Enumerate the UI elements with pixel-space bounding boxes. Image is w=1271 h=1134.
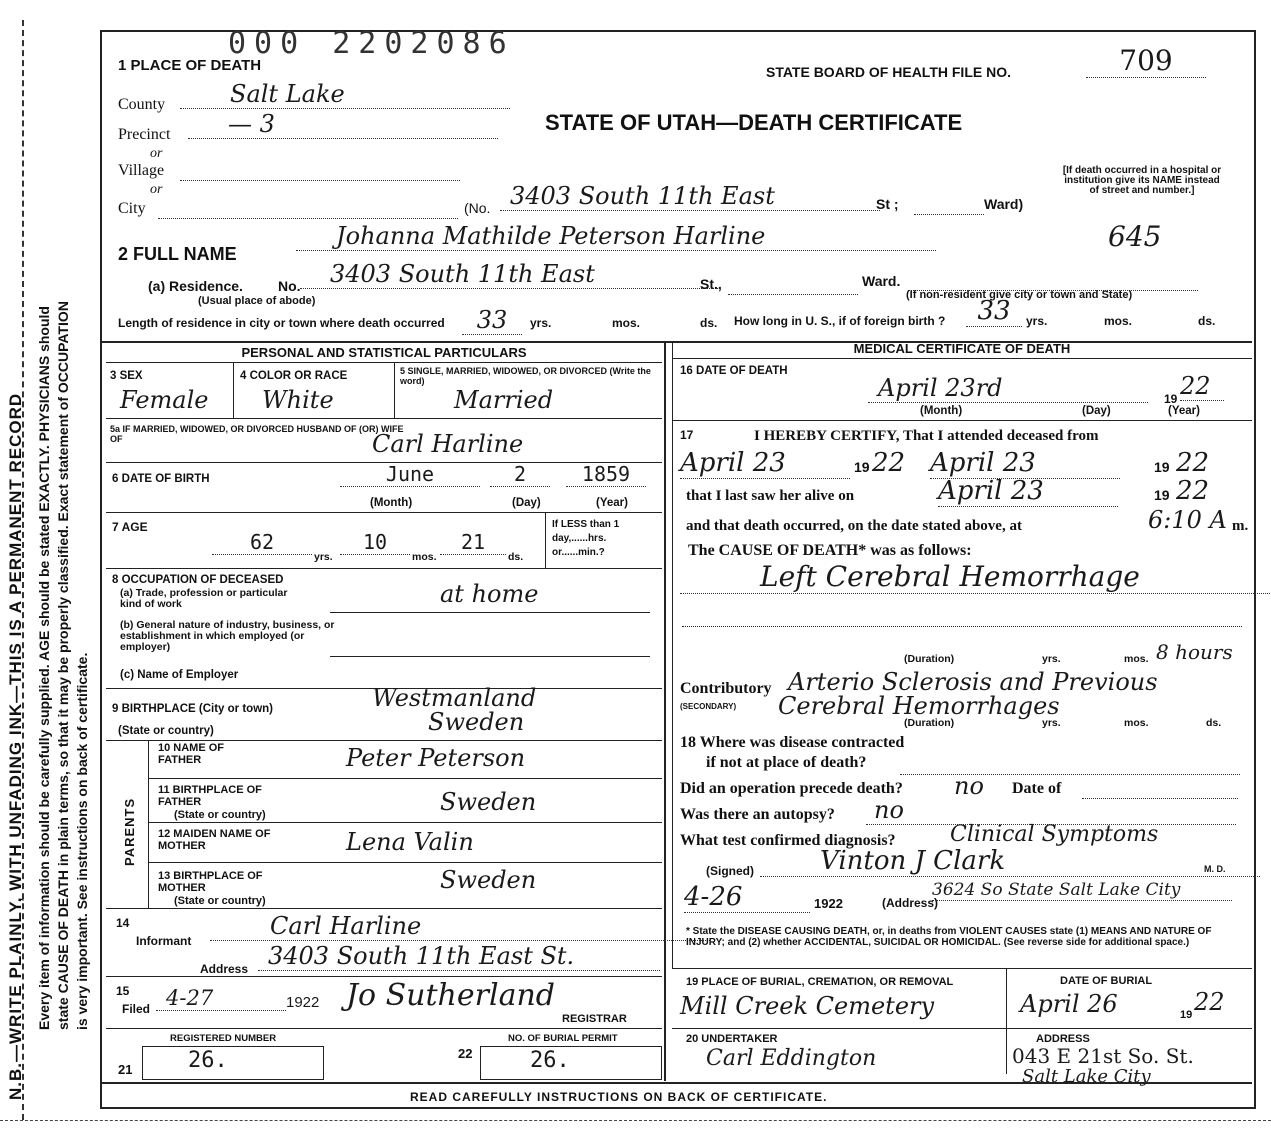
date-of-death-label: 16 DATE OF DEATH	[680, 365, 788, 377]
undertaker-address-label: ADDRESS	[1036, 1033, 1090, 1045]
duration-yrs: yrs.	[1042, 653, 1061, 665]
attended-to-19: 19	[1154, 459, 1170, 475]
sign-year: 1922	[814, 896, 843, 911]
marital-value: Married	[454, 386, 554, 414]
birthplace-state-label: (State or country)	[118, 725, 214, 737]
date-of-death-value: April 23rd	[868, 374, 1148, 403]
column-divider-right	[672, 341, 673, 969]
left-row-line-9	[106, 1028, 662, 1029]
secondary-label: (SECONDARY)	[680, 702, 737, 711]
informant-number: 14	[116, 916, 130, 930]
occupation-b-label: (b) General nature of industry, business, or establishment in which employed (or employer)	[120, 619, 335, 653]
place-of-death-label: 1 PLACE OF DEATH	[118, 57, 262, 74]
burial-year-prefix: 19	[1180, 1009, 1193, 1021]
last-saw-text: that I last saw her alive on	[686, 488, 855, 504]
sex-divider	[233, 362, 234, 418]
test-label: What test confirmed diagnosis?	[680, 832, 896, 849]
death-occurred-text: and that death occurred, on the date stated above, at	[686, 518, 1022, 534]
informant-address-label: Address	[200, 962, 249, 976]
left-row-line-7	[106, 908, 662, 909]
mother-name-label: 12 MAIDEN NAME OF MOTHER	[158, 828, 271, 852]
occupation-b-line	[330, 656, 650, 657]
color-value: White	[262, 386, 334, 414]
where-contracted-line	[900, 760, 1240, 775]
medical-header: MEDICAL CERTIFICATE OF DEATH	[853, 341, 1071, 356]
operation-value: no	[954, 772, 984, 800]
burial-year: 22	[1194, 988, 1225, 1016]
age-less-divider	[545, 512, 546, 568]
birthplace-city: Westmanland	[372, 684, 537, 712]
occupation-value: at home	[440, 580, 539, 608]
years-in-us-ds: ds.	[1198, 314, 1216, 328]
filed-number: 15	[116, 984, 130, 998]
father-name-value: Peter Peterson	[346, 744, 526, 772]
death-ward-label: Ward)	[984, 196, 1024, 212]
informant-address-value: 3403 South 11th East St.	[258, 942, 660, 971]
age-less-than-label: If LESS than 1 day,......hrs. or......min.?	[552, 519, 620, 558]
undertaker-address: 043 E 21st So. St.	[1012, 1044, 1194, 1068]
burial-place-label: 19 PLACE OF BURIAL, CREMATION, OR REMOVAL	[686, 976, 954, 988]
dob-month: June	[340, 462, 480, 487]
where-contracted-label: 18 Where was disease contracted	[680, 734, 905, 751]
filed-label: Filed	[122, 1002, 151, 1016]
left-row-line-4	[106, 568, 662, 569]
residence-value: 3403 South 11th East	[300, 260, 720, 289]
time-m-label: m.	[1232, 518, 1249, 534]
autopsy-value: no	[874, 796, 904, 824]
undertaker-value: Carl Eddington	[706, 1046, 877, 1071]
full-name-label: 2 FULL NAME	[118, 244, 237, 264]
footer-instructions: READ CAREFULLY INSTRUCTIONS ON BACK OF CERTIFICATE.	[410, 1090, 828, 1104]
attended-from: April 23	[680, 448, 850, 479]
precinct-value: — 3	[188, 110, 498, 139]
registered-number-value: 26.	[188, 1048, 228, 1073]
side-instructions-3: is very important. See instructions on back of certificate.	[74, 652, 90, 1030]
left-row-line-6	[106, 740, 662, 741]
time-in-us-label: How long in U. S., if of foreign birth ?	[734, 314, 946, 328]
dob-year-label: (Year)	[596, 497, 628, 509]
color-label: 4 COLOR OR RACE	[240, 370, 348, 382]
employer-label: (c) Name of Employer	[120, 669, 239, 681]
certify-text: I HEREBY CERTIFY, That I attended deceased from	[754, 428, 1099, 444]
last-saw-19: 19	[1154, 487, 1170, 503]
personal-header: PERSONAL AND STATISTICAL PARTICULARS	[241, 345, 527, 360]
last-saw-22: 22	[1176, 476, 1210, 506]
burial-place-value: Mill Creek Cemetery	[680, 992, 935, 1020]
years-in-city-ds: ds.	[700, 316, 718, 330]
burial-divider	[1006, 968, 1007, 1074]
dob-day-label: (Day)	[512, 497, 541, 509]
residence-ward-label: Ward.	[862, 273, 901, 289]
registrar-signature: Jo Sutherland	[346, 978, 555, 1013]
years-in-city-yrs: yrs.	[530, 316, 552, 330]
mother-birthplace-label: 13 BIRTHPLACE OF MOTHER	[158, 870, 263, 894]
residence-st-label: St.,	[700, 276, 722, 292]
bottom-dash-line	[0, 1120, 1271, 1121]
city-label: City	[118, 200, 146, 217]
margin-number: 645	[1108, 220, 1162, 253]
registered-number-field: 21	[118, 1062, 133, 1077]
dod-year-value: 22	[1180, 372, 1224, 401]
contributory-label: Contributory	[680, 680, 772, 697]
contributory-value-2: Cerebral Hemorrhages	[778, 692, 1060, 720]
father-name-label: 10 NAME OF FATHER	[158, 742, 225, 766]
contrib-yrs: yrs.	[1042, 717, 1061, 729]
right-row-line-0	[672, 358, 1252, 359]
certificate-number: 000 2202086	[228, 26, 515, 61]
age-years: 62	[212, 530, 312, 555]
autopsy-label: Was there an autopsy?	[680, 806, 835, 823]
occupation-a-label: (a) Trade, profession or particular kind of work	[120, 587, 288, 610]
filed-year: 1922	[286, 994, 320, 1011]
years-in-us-yrs: yrs.	[1026, 314, 1048, 328]
dod-year-prefix: 19	[1164, 392, 1178, 406]
cause-value: Left Cerebral Hemorrhage	[680, 560, 1271, 594]
right-row-line-3	[672, 1028, 1252, 1029]
dod-day-label: (Day)	[1082, 405, 1111, 417]
age-ds-label: ds.	[508, 551, 524, 563]
attended-from-19: 19	[854, 459, 870, 475]
burial-permit-label: NO. OF BURIAL PERMIT	[508, 1033, 618, 1044]
death-st-label: St ;	[876, 196, 899, 212]
death-street-value: 3403 South 11th East	[500, 182, 880, 211]
length-residence-label: Length of residence in city or town where death occurred	[118, 316, 445, 330]
father-birthplace-value: Sweden	[440, 788, 537, 816]
time-of-death: 6:10 A	[1148, 506, 1227, 534]
filed-date: 4-27	[156, 986, 286, 1011]
years-in-city-value: 33	[462, 306, 522, 335]
age-yrs-label: yrs.	[314, 551, 333, 563]
sign-date: 4-26	[684, 882, 810, 913]
cause-line-2	[682, 626, 1242, 627]
county-value: Salt Lake	[180, 80, 510, 109]
registrar-label: REGISTRAR	[562, 1013, 627, 1025]
residence-st-line	[728, 280, 858, 295]
attended-to-22: 22	[1176, 448, 1210, 478]
physician-address: 3624 So State Salt Lake City	[932, 880, 1232, 901]
certificate-title: STATE OF UTAH—DEATH CERTIFICATE	[545, 110, 963, 135]
color-divider	[394, 362, 395, 418]
burial-permit-value: 26.	[530, 1048, 570, 1073]
dod-month-label: (Month)	[920, 405, 963, 417]
sex-value: Female	[120, 386, 209, 414]
dob-label: 6 DATE OF BIRTH	[112, 473, 210, 485]
signed-label: (Signed)	[706, 864, 754, 878]
test-value: Clinical Symptoms	[950, 822, 1159, 847]
dod-year-label: (Year)	[1168, 405, 1200, 417]
parents-label: PARENTS	[122, 797, 137, 866]
father-line	[148, 778, 662, 779]
city-value	[158, 204, 458, 219]
spouse-value: Carl Harline	[372, 430, 524, 458]
undertaker-city: Salt Lake City	[1022, 1066, 1151, 1087]
file-number-label: STATE BOARD OF HEALTH FILE NO.	[766, 64, 1011, 80]
contributory-value-1: Arterio Sclerosis and Previous	[788, 668, 1158, 696]
birthplace-label: 9 BIRTHPLACE (City or town)	[112, 703, 273, 715]
sex-label: 3 SEX	[110, 370, 143, 382]
column-divider	[664, 341, 666, 1081]
birthplace-country: Sweden	[428, 708, 525, 736]
mother-birthplace-sub: (State or country)	[174, 895, 266, 907]
duration-value: 8 hours	[1156, 640, 1233, 664]
abode-label: (Usual place of abode)	[198, 295, 316, 307]
village-label: Village	[118, 162, 165, 179]
right-row-line-2	[672, 968, 1252, 969]
burial-permit-field: 22	[458, 1046, 473, 1061]
occupation-label: 8 OCCUPATION OF DECEASED	[112, 574, 284, 586]
mother-name-value: Lena Valin	[346, 828, 474, 856]
dob-day: 2	[490, 462, 550, 487]
age-label: 7 AGE	[112, 520, 148, 534]
years-in-city-mos: mos.	[612, 316, 641, 330]
contrib-ds: ds.	[1206, 717, 1222, 729]
operation-date-line	[1082, 786, 1238, 799]
contrib-duration-label: (Duration)	[904, 717, 955, 729]
parents-divider	[148, 740, 149, 908]
father-bp-line	[148, 822, 662, 823]
years-in-us-value: 33	[966, 296, 1022, 327]
operation-date-label: Date of	[1012, 780, 1062, 797]
informant-label: Informant	[136, 934, 192, 948]
left-row-line-0	[106, 362, 662, 363]
mother-line	[148, 862, 662, 863]
marital-label: 5 SINGLE, MARRIED, WIDOWED, OR DIVORCED (Write the word)	[400, 366, 651, 386]
informant-value: Carl Harline	[210, 912, 710, 941]
dob-year: 1859	[566, 462, 646, 487]
residence-label: (a) Residence.	[148, 278, 243, 294]
md-label: M. D.	[1204, 864, 1226, 874]
dob-month-label: (Month)	[370, 497, 413, 509]
mother-birthplace-value: Sweden	[440, 866, 537, 894]
years-in-us-mos: mos.	[1104, 314, 1133, 328]
contrib-mos: mos.	[1124, 717, 1149, 729]
residence-no-label: No.	[278, 278, 301, 294]
burial-permit-box	[480, 1046, 662, 1080]
county-label: County	[118, 96, 166, 113]
left-row-line-1	[106, 418, 662, 419]
or-text-1: or	[150, 146, 163, 161]
where-contracted-sub: if not at place of death?	[706, 754, 867, 771]
burial-date-value: April 26	[1020, 990, 1118, 1018]
occupation-a-line	[330, 612, 650, 613]
left-row-line-8	[106, 976, 662, 977]
duration-label: (Duration)	[904, 653, 955, 665]
father-birthplace-label: 11 BIRTHPLACE OF FATHER	[158, 784, 262, 808]
physician-signature: Vinton J Clark	[760, 846, 1260, 877]
physician-address-label: (Address)	[882, 896, 939, 910]
nonresident-label: (If non-resident give city or town and State)	[906, 289, 1133, 301]
spouse-label: 5a IF MARRIED, WIDOWED, OR DIVORCED HUSBAND OF (OR) WIFE OF	[110, 424, 404, 444]
registered-number-label: REGISTERED NUMBER	[170, 1033, 277, 1044]
footer-line	[100, 1082, 1252, 1084]
side-instructions-1: Every item of information should be carefully supplied. AGE should be stated EXACTLY. PHYSICIANS should	[36, 306, 52, 1030]
death-ward-line	[914, 200, 984, 215]
right-row-line-1	[672, 420, 1252, 421]
last-saw-value: April 23	[938, 476, 1118, 507]
father-birthplace-sub: (State or country)	[174, 809, 266, 821]
duration-mos: mos.	[1124, 653, 1149, 665]
full-name-value: Johanna Mathilde Peterson Harline	[296, 222, 936, 251]
burial-date-label: DATE OF BURIAL	[1060, 975, 1153, 987]
city-no-label: (No.	[464, 200, 491, 216]
village-value	[180, 166, 460, 181]
undertaker-label: 20 UNDERTAKER	[686, 1033, 778, 1045]
file-number-value: 709	[1086, 44, 1206, 78]
age-days: 21	[440, 530, 506, 555]
certify-number: 17	[680, 428, 694, 442]
age-mos-label: mos.	[412, 551, 437, 563]
precinct-label: Precinct	[118, 126, 171, 143]
hospital-note: [If death occurred in a hospital or institution give its NAME instead of street and number.]	[1062, 165, 1222, 196]
disease-footnote: * State the DISEASE CAUSING DEATH, or, in deaths from VIOLENT CAUSES state (1) MEANS AND NATURE OF INJURY; and (2) whether ACCIDENTAL, SUICIDAL OR HOMICIDAL. (See reverse side for additional space.)	[686, 926, 1212, 948]
cause-label: The CAUSE OF DEATH* was as follows:	[688, 542, 972, 559]
side-instructions-2: state CAUSE OF DEATH in plain terms, so that it may be properly classified. Exact statement of OCCUPATION	[55, 301, 71, 1030]
age-months: 10	[340, 530, 410, 555]
side-strip-warning: N.B.—WRITE PLAINLY, WITH UNFADING INK—THIS IS A PERMANENT RECORD	[6, 392, 25, 1100]
or-text-2: or	[150, 182, 163, 197]
registered-number-box	[142, 1046, 324, 1080]
attended-to: April 23	[930, 448, 1120, 479]
attended-from-22: 22	[872, 448, 906, 478]
left-row-line-3	[106, 512, 662, 513]
operation-label: Did an operation precede death?	[680, 780, 903, 797]
